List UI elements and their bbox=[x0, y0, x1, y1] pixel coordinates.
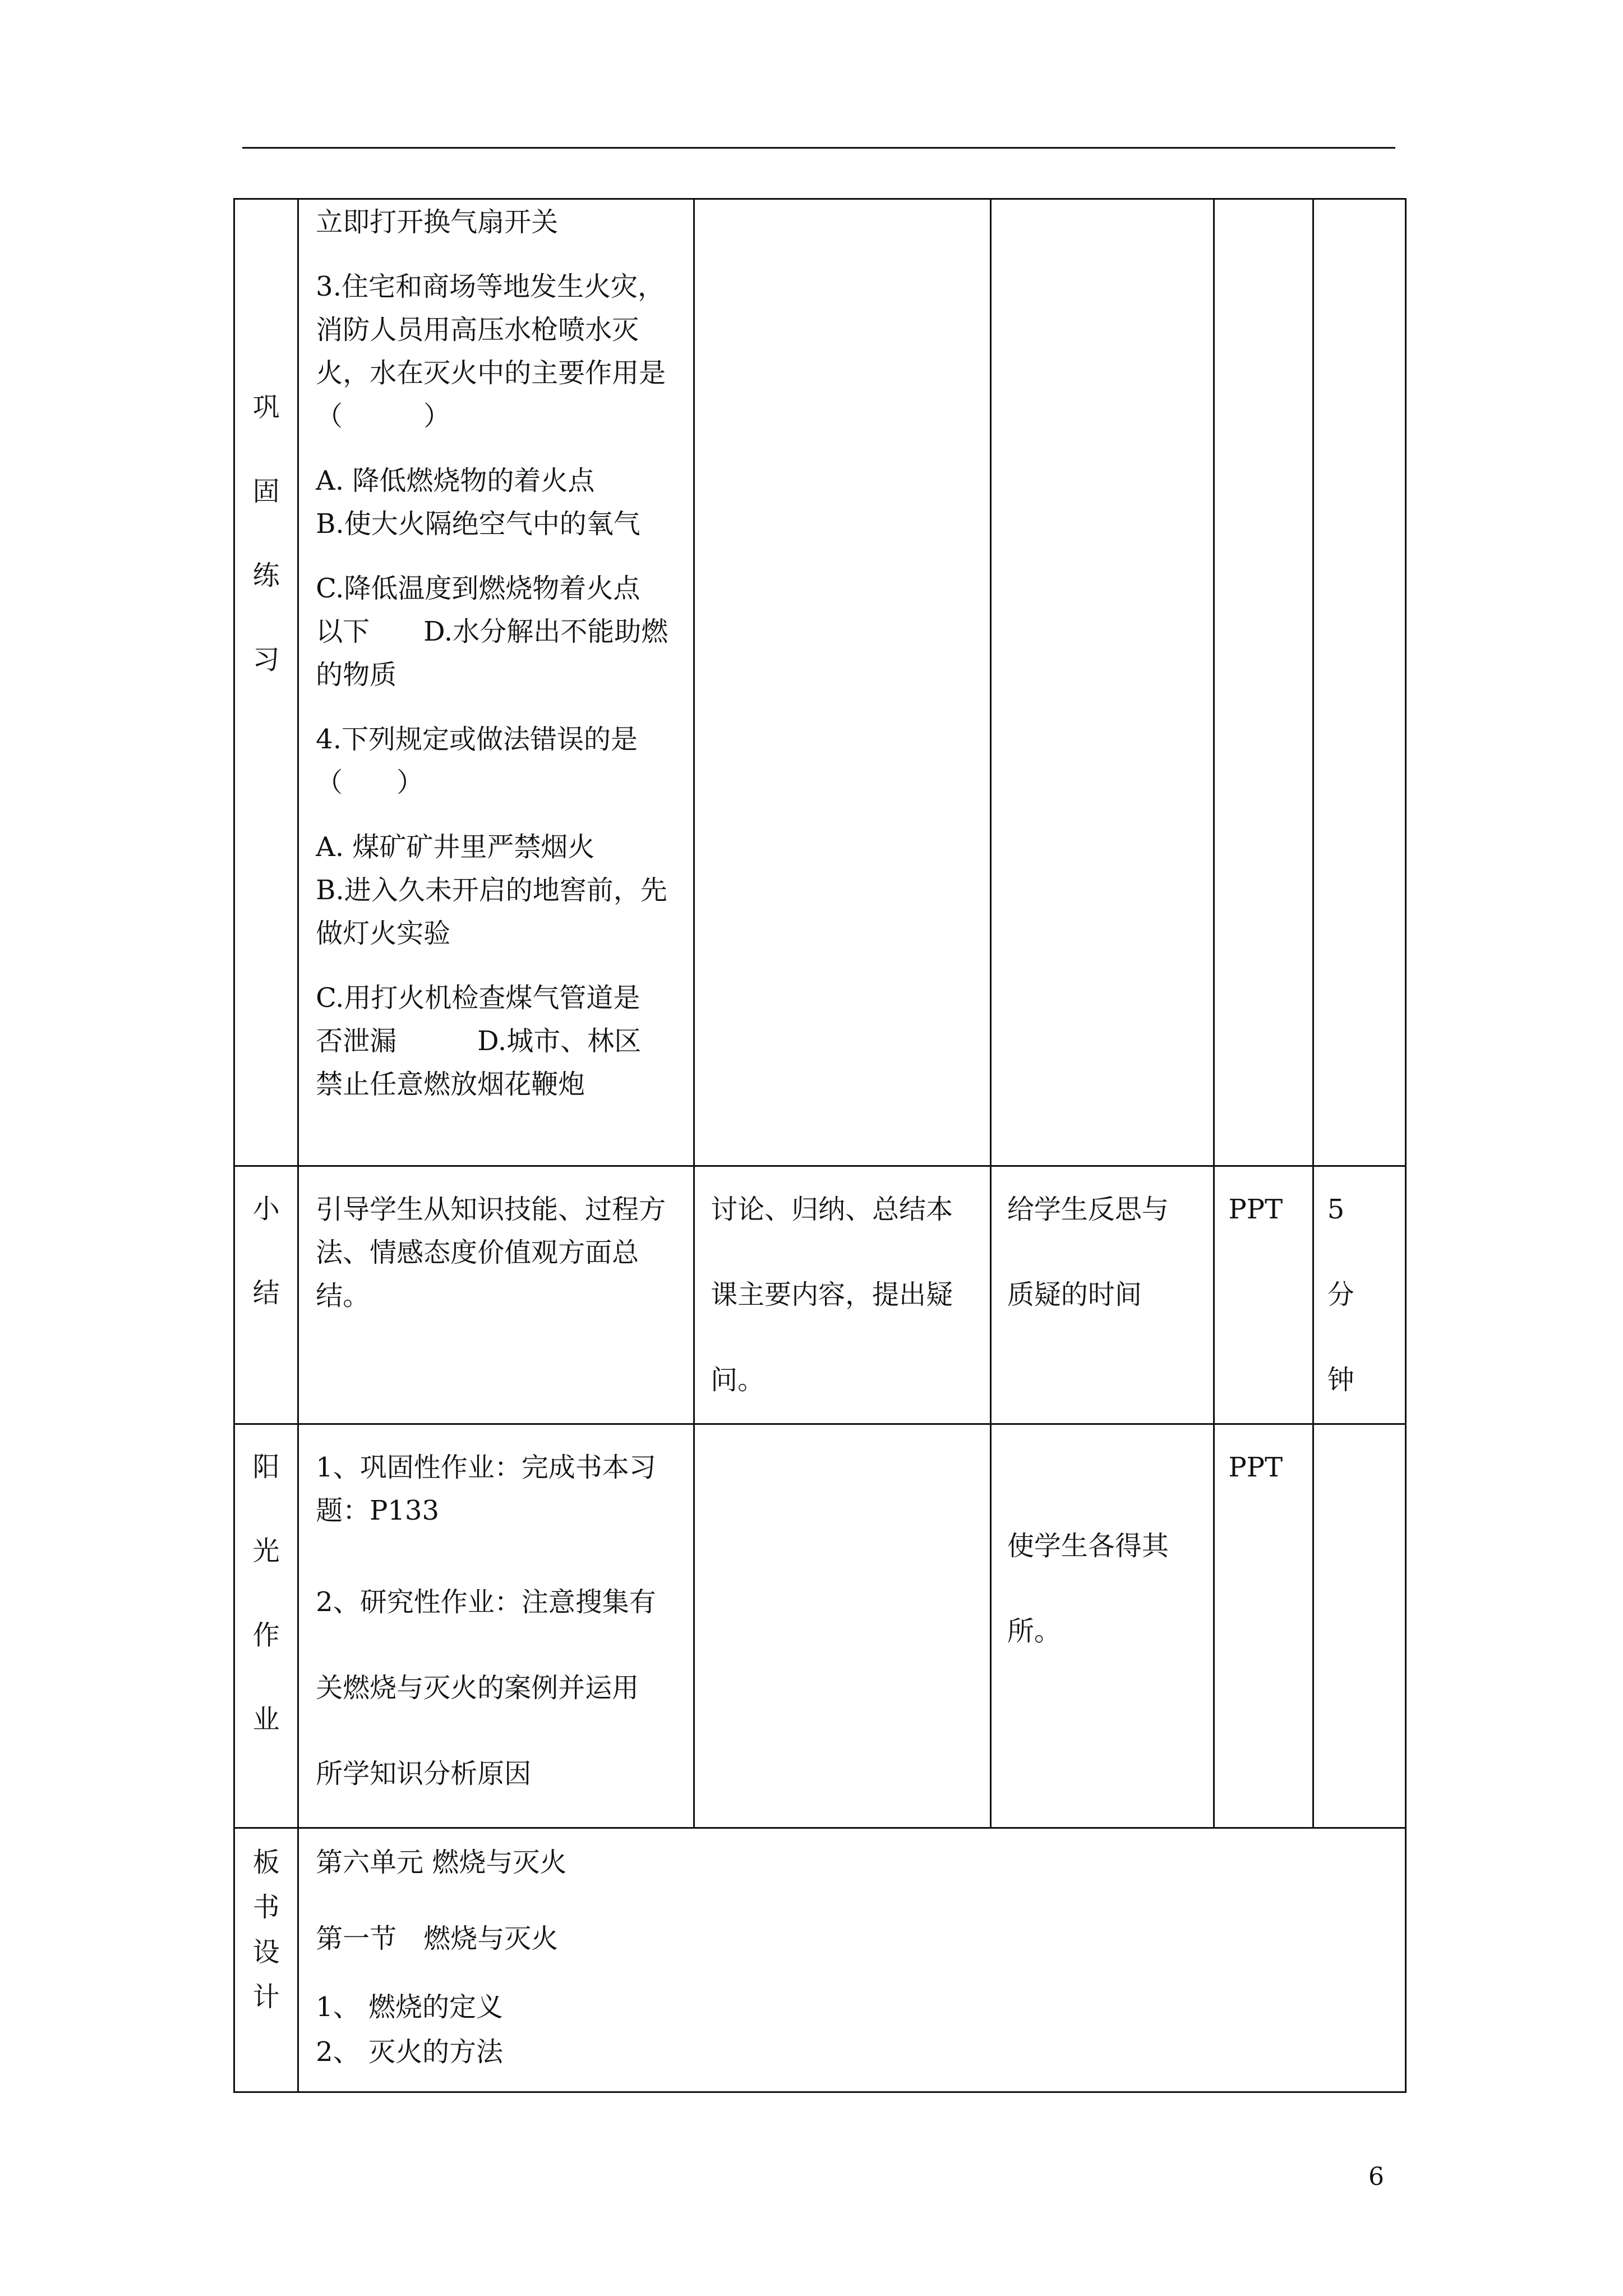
summary-time-line: 钟 bbox=[1327, 1364, 1354, 1396]
summary-time-line: 5 bbox=[1327, 1194, 1345, 1225]
practice-label-char: 巩 bbox=[252, 392, 280, 423]
practice-line: A. 煤矿矿井里严禁烟火 bbox=[316, 831, 595, 863]
practice-label-char: 习 bbox=[252, 644, 280, 675]
homework-label-char: 阳 bbox=[252, 1451, 280, 1483]
homework-intent-cell bbox=[990, 1424, 1214, 1828]
homework-media-cell bbox=[1214, 1424, 1313, 1828]
practice-line: C.用打火机检查煤气管道是 bbox=[316, 982, 640, 1014]
board-line: 第一节 燃烧与灭火 bbox=[316, 1923, 559, 1954]
practice-line: （ ） bbox=[316, 767, 424, 798]
board-line: 2、 灭火的方法 bbox=[316, 2036, 503, 2068]
board-label-cell bbox=[234, 1828, 298, 2092]
summary-time-line: 分 bbox=[1327, 1279, 1354, 1310]
summary-student-line: 课主要内容，提出疑 bbox=[711, 1279, 953, 1310]
board-label-char: 设 bbox=[252, 1936, 280, 1968]
homework-student-cell bbox=[694, 1424, 991, 1828]
homework-time-cell bbox=[1313, 1424, 1405, 1828]
board-line: 第六单元 燃烧与灭火 bbox=[316, 1847, 567, 1878]
practice-line: 立即打开换气扇开关 bbox=[316, 206, 559, 238]
summary-student-cell bbox=[694, 1166, 991, 1424]
homework-label-cell bbox=[234, 1424, 298, 1828]
summary-time-cell bbox=[1313, 1166, 1405, 1424]
homework-teacher-line: 所学知识分析原因 bbox=[316, 1758, 532, 1789]
summary-intent-line: 质疑的时间 bbox=[1007, 1279, 1142, 1310]
homework-label-char: 业 bbox=[252, 1704, 280, 1735]
page-number: 6 bbox=[1368, 2162, 1384, 2191]
summary-media-cell bbox=[1214, 1166, 1313, 1424]
board-line: 1、 燃烧的定义 bbox=[316, 1991, 503, 2023]
practice-line: 4.下列规定或做法错误的是 bbox=[316, 724, 638, 755]
summary-intent-line: 给学生反思与 bbox=[1007, 1194, 1169, 1225]
practice-row bbox=[234, 199, 1406, 1166]
practice-label-char: 固 bbox=[252, 476, 280, 507]
board-content-cell bbox=[298, 1828, 1406, 2092]
board-row bbox=[234, 1828, 1406, 2092]
homework-media: PPT bbox=[1228, 1452, 1283, 1483]
practice-line: 禁止任意燃放烟花鞭炮 bbox=[316, 1069, 585, 1100]
practice-line: 否泄漏 D.城市、林区 bbox=[316, 1025, 642, 1057]
homework-teacher-line: 1、巩固性作业：完成书本习 bbox=[316, 1452, 656, 1483]
practice-intent-cell bbox=[990, 199, 1214, 1166]
practice-line: 火，水在灭火中的主要作用是 bbox=[316, 357, 666, 389]
homework-teacher-cell bbox=[298, 1424, 694, 1828]
practice-line: C.降低温度到燃烧物着火点 bbox=[316, 573, 640, 604]
homework-teacher-line: 关燃烧与灭火的案例并运用 bbox=[316, 1672, 639, 1704]
practice-line: 3.住宅和商场等地发生火灾， bbox=[316, 271, 665, 302]
practice-line: 消防人员用高压水枪喷水灭 bbox=[316, 314, 639, 346]
board-label-char: 计 bbox=[252, 1981, 280, 2013]
practice-line: 的物质 bbox=[316, 659, 397, 691]
practice-label-char: 练 bbox=[252, 560, 280, 591]
homework-teacher-line: 题：P133 bbox=[316, 1495, 440, 1526]
homework-row bbox=[234, 1424, 1406, 1828]
summary-teacher-line: 引导学生从知识技能、过程方 bbox=[316, 1194, 666, 1225]
board-label-char: 书 bbox=[252, 1892, 280, 1923]
practice-content-cell bbox=[298, 199, 694, 1166]
header-rule bbox=[242, 147, 1395, 149]
practice-label-cell bbox=[234, 199, 298, 1166]
summary-intent-cell bbox=[990, 1166, 1214, 1424]
lesson-plan-table bbox=[233, 198, 1407, 2093]
homework-label-char: 作 bbox=[252, 1619, 280, 1651]
practice-media-cell bbox=[1214, 199, 1313, 1166]
practice-student-cell bbox=[694, 199, 991, 1166]
practice-line: 以下 D.水分解出不能助燃 bbox=[316, 616, 668, 647]
board-label-char: 板 bbox=[252, 1847, 280, 1878]
summary-student-line: 问。 bbox=[711, 1364, 765, 1396]
summary-label-char: 结 bbox=[252, 1277, 280, 1309]
summary-label-cell bbox=[234, 1166, 298, 1424]
summary-media: PPT bbox=[1228, 1194, 1283, 1225]
homework-intent-line: 使学生各得其 bbox=[1007, 1530, 1169, 1562]
summary-teacher-cell bbox=[298, 1166, 694, 1424]
practice-line: （ ） bbox=[316, 401, 451, 432]
practice-time-cell bbox=[1313, 199, 1405, 1166]
homework-teacher-line: 2、研究性作业：注意搜集有 bbox=[316, 1586, 656, 1618]
summary-student-line: 讨论、归纳、总结本 bbox=[711, 1194, 953, 1225]
homework-label-char: 光 bbox=[252, 1535, 280, 1567]
practice-line: 做灯火实验 bbox=[316, 918, 451, 949]
practice-line: B.使大火隔绝空气中的氧气 bbox=[316, 508, 640, 540]
practice-line: A. 降低燃烧物的着火点 bbox=[316, 465, 595, 496]
summary-teacher-line: 法、情感态度价值观方面总结。 bbox=[316, 1237, 639, 1312]
summary-row bbox=[234, 1166, 1406, 1424]
practice-line: B.进入久未开启的地窖前，先 bbox=[316, 875, 667, 906]
homework-intent-line: 所。 bbox=[1007, 1616, 1061, 1647]
summary-label-char: 小 bbox=[252, 1193, 280, 1225]
